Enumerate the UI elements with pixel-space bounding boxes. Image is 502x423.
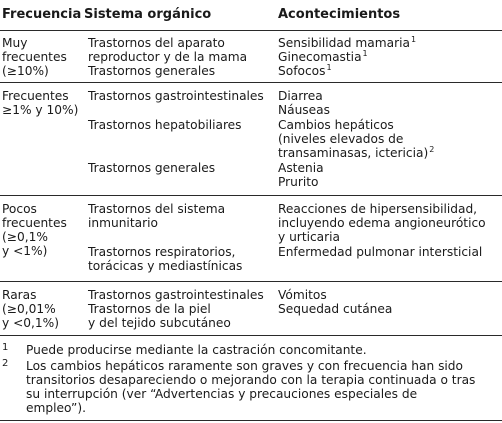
header-rule: [0, 30, 502, 31]
adverse-events-table-page: Frecuencia Sistema orgánico Acontecimientos Muy frecuentes (≥10%) Trastornos del aparato reproductor y de la mama Sensibilidad mamaria$^1$ Ginecomastia$^1$ Trastornos generales Sofocos$^1$ Frecuentes ≥1% y 10%) Trastornos gastrointestinales Diarrea Náuseas Trastornos hepatobiliares Cambios hepáticos (niveles elevados de transaminasas, ictericia)$^2$ Trastornos generales Astenia Prurito Pocos frecuentes (≥0,1% y <1%) Trastornos del sistema inmunitario Reacciones de hipersensibilidad, incluyendo edema angioneurótico y urticaria Trastornos respiratorios, torácicas y mediastínicas Enfermedad pulmonar intersticial Raras (≥0,01% y <0,1%) Trastornos gastrointestinales Vómitos Trastornos de la piel y del tejido subcutáneo Sequedad cutánea 1 Puede producirse mediante la castración concomitante. 2 Los cambios hepáticos raramente son graves y con frecuencia han sido transitorios desapareciendo o mejorando con la terapia continuada o tras su interrupción (ver “Advertencias y precauciones especiales de empleo”).: [0, 0, 502, 423]
events-respiratory: Enfermedad pulmonar intersticial: [278, 245, 483, 259]
events-gastrointestinal-rare: Vómitos: [278, 288, 327, 302]
group-rule: [0, 281, 502, 282]
system-general-1: Trastornos generales: [88, 64, 216, 78]
group-rule: [0, 195, 502, 196]
events-general-2: Astenia Prurito: [278, 161, 324, 189]
system-gastrointestinal-rare: Trastornos gastrointestinales: [88, 288, 264, 302]
frequency-uncommon: Pocos frecuentes (≥0,1% y <1%): [2, 202, 67, 258]
header-events: Acontecimientos: [278, 7, 401, 22]
system-hepatobiliary: Trastornos hepatobiliares: [88, 118, 242, 132]
events-hepatobiliary: Cambios hepáticos (niveles elevados de transaminasas, ictericia)$^2$: [278, 118, 435, 160]
footnote-mark: 2: [2, 358, 9, 369]
page-bottom-rule: [0, 420, 502, 421]
events-general-1: Sofocos$^1$: [278, 63, 332, 78]
frequency-very-common: Muy frecuentes (≥10%): [2, 36, 67, 78]
events-immune: Reacciones de hipersensibilidad, incluyendo edema angioneurótico y urticaria: [278, 202, 486, 244]
group-rule: [0, 82, 502, 83]
system-general-2: Trastornos generales: [88, 161, 216, 175]
system-gastrointestinal: Trastornos gastrointestinales: [88, 89, 264, 103]
system-immune: Trastornos del sistema inmunitario: [88, 202, 226, 230]
footnote-ref: 1: [326, 63, 332, 72]
frequency-common: Frecuentes ≥1% y 10%): [2, 89, 79, 117]
system-reproductive: Trastornos del aparato reproductor y de la mama: [88, 36, 248, 64]
header-frequency: Frecuencia: [2, 7, 82, 22]
header-organ-system: Sistema orgánico: [84, 7, 212, 22]
system-respiratory: Trastornos respiratorios, torácicas y mediastínicas: [88, 245, 243, 273]
events-skin: Sequedad cutánea: [278, 302, 393, 316]
events-reproductive: Sensibilidad mamaria$^1$ Ginecomastia$^1$: [278, 35, 417, 64]
footnote-ref: 2: [429, 145, 435, 154]
footnote-ref: 1: [410, 35, 417, 44]
events-gastrointestinal: Diarrea Náuseas: [278, 89, 330, 117]
system-skin: Trastornos de la piel y del tejido subcutáneo: [88, 302, 231, 330]
footnote-ref: 1: [362, 49, 368, 58]
footnote-mark: 1: [2, 342, 9, 353]
frequency-rare: Raras (≥0,01% y <0,1%): [2, 288, 60, 330]
table-bottom-rule: [0, 335, 502, 336]
